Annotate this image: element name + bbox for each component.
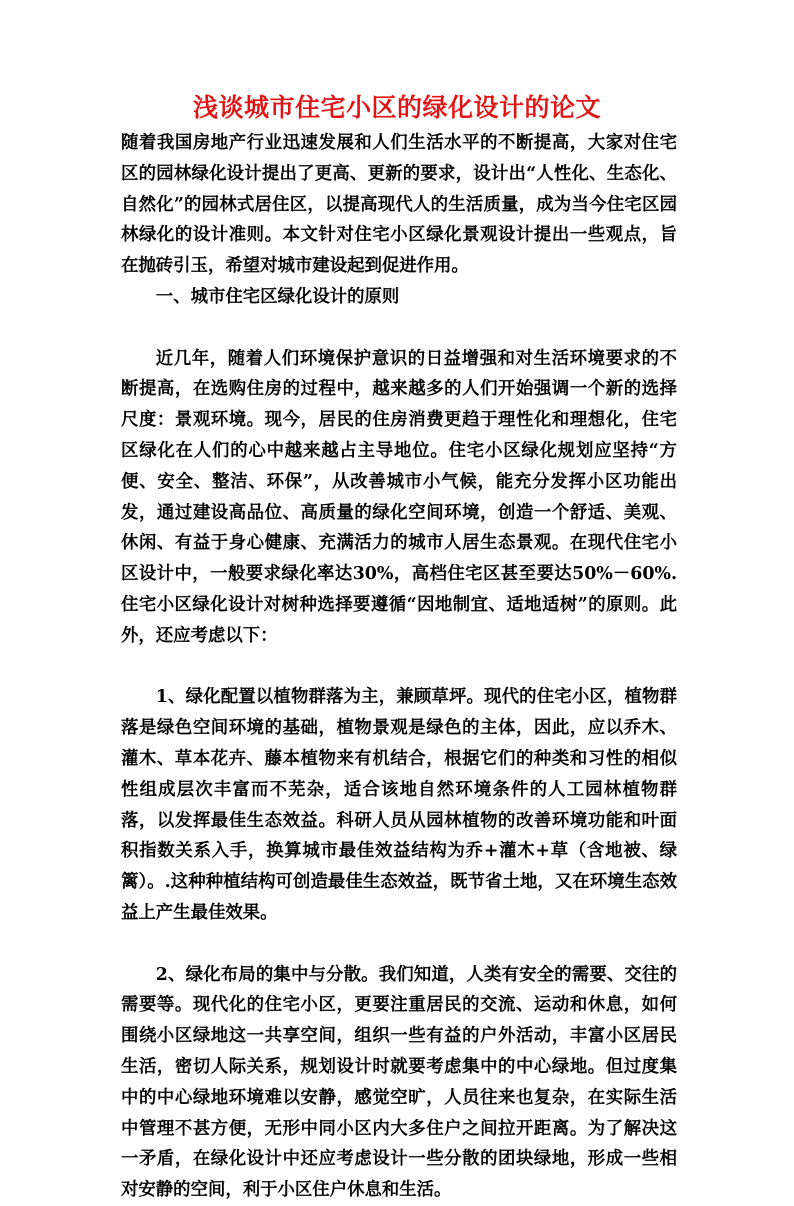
paragraph-spacer — [121, 313, 677, 344]
section-heading: 一、城市住宅区绿化设计的原则 — [155, 286, 400, 307]
intro-paragraph: 随着我国房地产行业迅速发展和人们生活水平的不断提高，大家对住宅区的园林绿化设计提出了更高、更新的要求，设计出“人性化、生态化、自然化”的园林式居住区，以提高现代人的生活质量，成为当今住宅区园林绿化的设计准则。本文针对住宅小区绿化景观设计提出一些观点，旨在抛砖引玉，希望对城市建设起到促进作用。 — [121, 133, 677, 277]
body-paragraph: 近几年，随着人们环境保护意识的日益增强和对生活环境要求的不断提高，在选购住房的过程中，越来越多的人们开始强调一个新的选择尺度：景观环境。现今，居民的住房消费更趋于理性化和理想化，住宅区绿化在人们的心中越来越占主导地位。住宅小区绿化规划应坚持“方便、安全、整洁、环保”，从改善城市小气候，能充分发挥小区功能出发，通过建设高品位、高质量的绿化空间环境，创造一个舒适、美观、休闲、有益于身心健康、充满活力的城市人居生态景观。在现代住宅小区设计中，一般要求绿化率达30%，高档住宅区甚至要达50%－60%.住宅小区绿化设计对树种选择要遵循“因地制宜、适地适树”的原则。此外，还应考虑以下： — [121, 348, 677, 646]
document-title: 浅谈城市住宅小区的绿化设计的论文 — [192, 93, 601, 122]
paragraph-spacer — [121, 652, 677, 683]
document-body — [121, 128, 677, 1206]
paragraph-spacer — [121, 929, 677, 960]
body-paragraph: 2、绿化布局的集中与分散。我们知道，人类有安全的需要、交往的需要等。现代化的住宅小区，更要注重居民的交流、运动和休息，如何围绕小区绿地这一共享空间，组织一些有益的户外活动，丰富小区居民生活，密切人际关系，规划设计时就要考虑集中的中心绿地。但过度集中的中心绿地环境难以安静，感觉空旷，人员往来也复杂，在实际生活中管理不甚方便，无形中同小区内大多住户之间拉开距离。为了解决这一矛盾，在绿化设计中还应考虑设计一些分散的团块绿地，形成一些相对安静的空间，利于小区住户休息和生活。 — [121, 964, 677, 1201]
body-paragraph: 1、绿化配置以植物群落为主，兼顾草坪。现代的住宅小区，植物群落是绿色空间环境的基础，植物景观是绿色的主体，因此，应以乔木、灌木、草本花卉、藤本植物来有机结合，根据它们的种类和习性的相似性组成层次丰富而不芜杂，适合该地自然环境条件的人工园林植物群落，以发挥最佳生态效益。科研人员从园林植物的改善环境功能和叶面积指数关系入手，换算城市最佳效益结构为乔+灌木+草（含地被、绿篱）。.这种种植结构可创造最佳生态效益，既节省土地，又在环境生态效益上产生最佳效果。 — [121, 687, 677, 923]
